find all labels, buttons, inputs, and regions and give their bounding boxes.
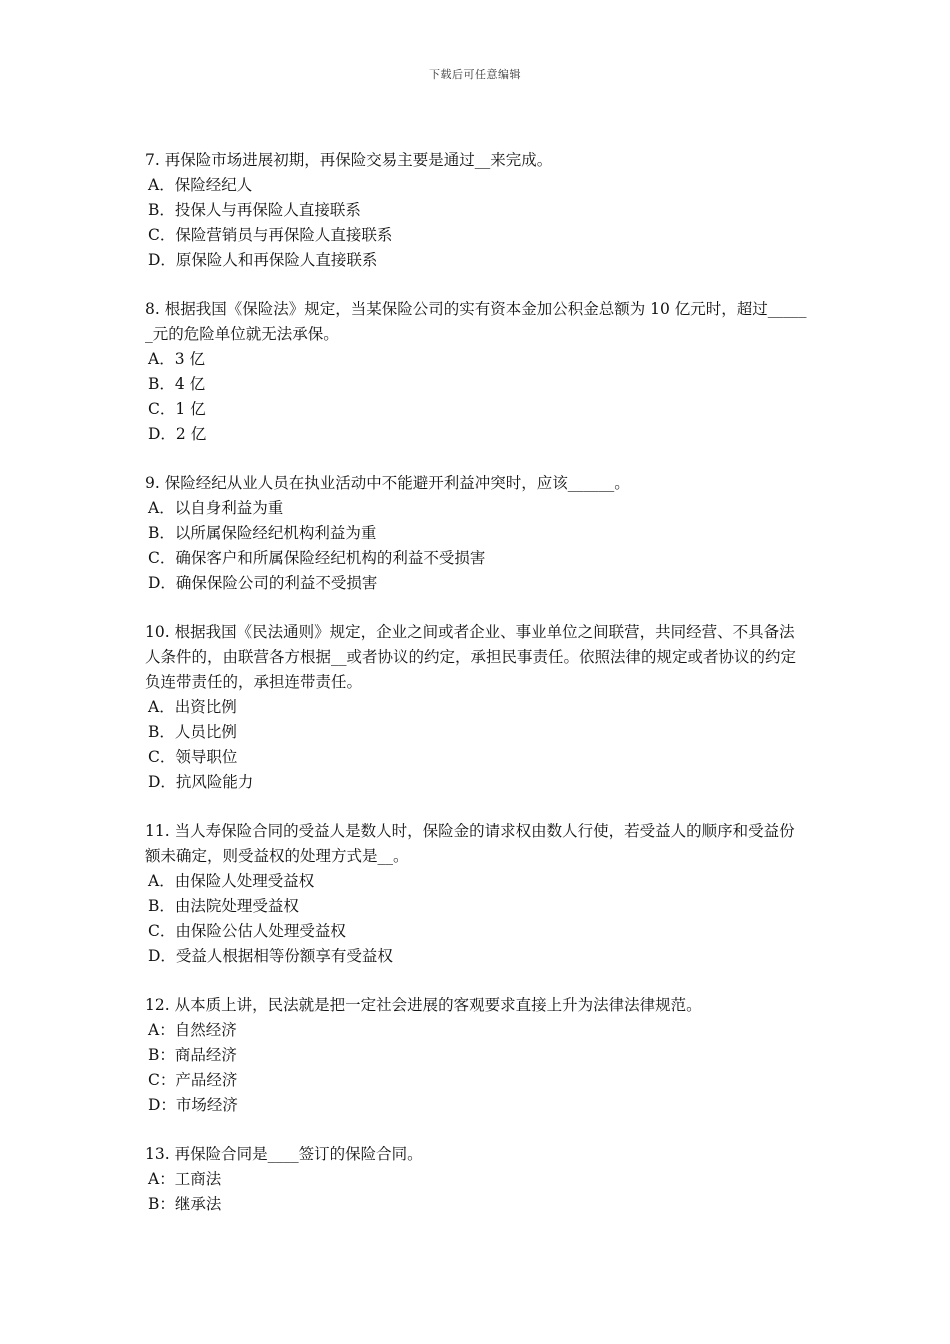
question-9 [145, 471, 810, 596]
question-stem: 9. 保险经纪从业人员在执业活动中不能避开利益冲突时，应该______。 [145, 474, 630, 492]
option-a: A：工商法 [148, 1170, 222, 1188]
option-c: C．领导职位 [148, 748, 238, 766]
question-8 [145, 297, 810, 447]
option-b: B．4 亿 [148, 375, 206, 393]
option-b: B．由法院处理受益权 [148, 897, 299, 915]
option-a: A．出资比例 [148, 698, 237, 716]
option-c: C．确保客户和所属保险经纪机构的利益不受损害 [148, 549, 486, 567]
question-list [145, 148, 810, 1241]
option-b: B：商品经济 [148, 1046, 237, 1064]
question-12 [145, 993, 810, 1118]
option-c: C．保险营销员与再保险人直接联系 [148, 226, 393, 244]
option-a: A．保险经纪人 [148, 176, 253, 194]
option-c: C．由保险公估人处理受益权 [148, 922, 346, 940]
option-b: B．以所属保险经纪机构利益为重 [148, 524, 377, 542]
option-a: A．3 亿 [148, 350, 205, 368]
question-7 [145, 148, 810, 273]
question-stem: 10. 根据我国《民法通则》规定，企业之间或者企业、事业单位之间联营，共同经营、不具备法人条件的，由联营各方根据__或者协议的约定，承担民事责任。依照法律的规定或者协议的约定负连带责任的，承担连带责任。 [145, 623, 797, 691]
option-d: D．2 亿 [148, 425, 207, 443]
question-stem: 13. 再保险合同是____签订的保险合同。 [145, 1145, 423, 1163]
page-header-note: 下载后可任意编辑 [429, 68, 521, 81]
option-c: C．1 亿 [148, 400, 206, 418]
question-stem: 12. 从本质上讲，民法就是把一定社会进展的客观要求直接上升为法律法律规范。 [145, 996, 702, 1014]
option-a: A．以自身利益为重 [148, 499, 284, 517]
question-11 [145, 819, 810, 969]
option-d: D．抗风险能力 [148, 773, 254, 791]
option-b: B．人员比例 [148, 723, 237, 741]
option-d: D．受益人根据相等份额享有受益权 [148, 947, 393, 965]
option-b: B：继承法 [148, 1195, 222, 1213]
option-d: D：市场经济 [148, 1096, 238, 1114]
question-stem: 8. 根据我国《保险法》规定，当某保险公司的实有资本金加公积金总额为 10 亿元时，超过______元的危险单位就无法承保。 [145, 300, 807, 343]
option-d: D．原保险人和再保险人直接联系 [148, 251, 378, 269]
option-a: A：自然经济 [148, 1021, 237, 1039]
question-10 [145, 620, 810, 795]
question-stem: 11. 当人寿保险合同的受益人是数人时，保险金的请求权由数人行使，若受益人的顺序和受益份额未确定，则受益权的处理方式是__。 [145, 822, 795, 865]
option-d: D．确保保险公司的利益不受损害 [148, 574, 378, 592]
question-stem: 7. 再保险市场进展初期，再保险交易主要是通过__来完成。 [145, 151, 553, 169]
option-a: A．由保险人处理受益权 [148, 872, 315, 890]
option-c: C：产品经济 [148, 1071, 238, 1089]
option-b: B．投保人与再保险人直接联系 [148, 201, 361, 219]
question-13 [145, 1142, 810, 1217]
